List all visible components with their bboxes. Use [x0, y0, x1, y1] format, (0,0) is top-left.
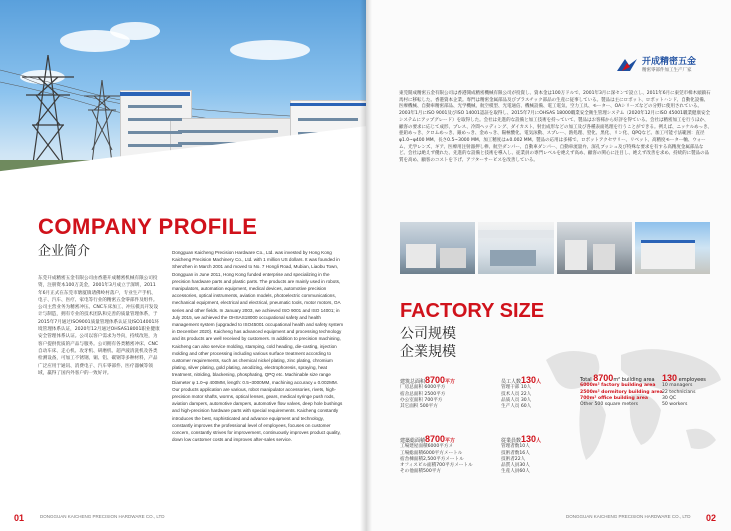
stat-building-area-cn: 建筑总面积8700平方 厂房总面积 6000平方 宿舍总面积 2500平方 办公室面积 700平方 其它面积 500平方 [400, 375, 456, 410]
english-body-text: Dongguan Kaicheng Precision Hardware Co., Ltd. was invested by Hong Kong Kaicheng Precision Machinery Co., Ltd. with 1 million US dollars. It was founded in Shenzhen in March 2001 and moved to No. 7 Hongli Road, Mubian, Liaobu Town, Dongguan in June 2011, Hong Kong funded enterprise and specializing in the precision hardware parts and plastic parts. The products are mainly used in robots, manipulators, automation equipment, medical devices, automotive precision accessories, optical instruments, aviation models, photoelectric communications, mechanical equipment, electrical and electrical, pneumatic tools, motor motors, OA series and other fields. In January 2003, we achieved ISO 9001 and ISO 14001; in July 2015, we achieved the OHSAS18000 occupational safety and health management system (upgraded to ISO45001 occupational health and safety system in December 2020). Kaicheng has advanced equipment and processing technology and its products are well received by customers. In addition to precision machining, Kaicheng can also service molding, stamping, cold heading, die-casting, injection molding and other processing including various surface treatment according to customer requirements, such as chemical nickel plating, zinc plating, chromium plating, silver plating, gold plating, anodizing, electrophoresis, spraying, heat treatment, nitriding, blackening, phosphating, QPQ etc. Machinable size range Diameter φ 1.0~φ 400MM, length: 0.5~3000MM, machining accuracy ± 0.002MM. Our products application are various, robot manipulator accessories, rivets, high-precision motor shafts, worms, optical lenses, gears, medical syringe push rods, aviation dampers, automotive dampers, automotive flow valves, deep hole bushings and high-precision hardware parts with special requirements. Kaicheng constantly introduces the best, sophisticated and advance equipment and technology, constantly improves the professional level of employees, focuses on customer concern, constantly strives for improvement, continuously improves product quality, down low customer costs and improves after-sales service. [172, 250, 344, 443]
machine-photo [557, 222, 632, 274]
japanese-body-text: 東莞開成精密五金有限公司は香港開成精密機械有限公司が投資し、資本金は100万ドルで、2001年3月に深センで設立し、2011年6月に東莞市樟木頭鎮石馬村に移転した。香港資本企業。専門は精密金属部品及びプラスチック部品の生産に従事している。製品は主にロボット、ロボットハンド、自動化設備、医療機械、自動車精密部品、光学機械、航空模型、光電通信、機械設備、電工電気、空力工具、モーター、OAシリーズなどの分野に使用されている。2003年1月にISO 9001及びISO 14001認証を取得し、2015年7月にOHSAS 18000職業安全衛生管理システム（2020年12月にISO 45001職業健康安全システムにアップグレード）を取得した。会社は先進的な設備と加工技術を持っていて、製品はお客様から好評を得ている。会社は精密加工を行うほか、顧客の要求に応じて成形、プレス、冷間ヘッディング、ダイカスト、射出成形などの加工及び各種表面処理を行うことができる。例えば、ニッケルめっき、亜鉛めっき、クロムめっき、銀めっき、金めっき、陽極酸化、電気泳動、スプレー、熱処理、窒化、黒化、リン化、QPQなど。加工可能寸法範囲：直径φ1.0~φ400 MM、長さ0.5~3000 MM、加工精度は±0.002 MM。製品の応用は多様で、ロボットアクセサリー、リベット、高精度モーター軸、ウォーム、光学レンズ、ギア、医療用注射器押し棒、航空ダンパー、自動車ダンパー、自動車流量弁、深孔ブッシュ及び特殊な要求を有する高精度金属部品など。会社は絶えず優れた、先進的な設備と技術を導入し、従業員の専門レベルを絶えず高め、顧客の関心に注目し、絶えず改善を求め、持続的に製品の品質を高め、顧客のコストを下げ、アフターサービスを改善している。 [399, 91, 712, 164]
office-photo [478, 222, 553, 274]
stat-building-area-en: Total 8700m² building area 6000m² factory building area 2500m² dormitory building area 700m² office building area Other 500 square meters [580, 373, 663, 408]
spine-shadow [360, 0, 372, 531]
right-page [366, 0, 731, 531]
company-profile-heading: COMPANY PROFILE [38, 214, 258, 239]
factory-size-subheading-cn: 公司规模 [400, 326, 456, 342]
stat-employees-en: 130 employees 10 managers 22 technicians 30 QC 50 workers [662, 373, 706, 408]
building-photo [635, 222, 710, 274]
page-number-left: 01 [14, 513, 25, 523]
company-logo [616, 57, 696, 73]
stat-building-area-jp: 建築総面積8700平方 工場建屋面積6000平方メ 工場総面積6000平方メートル 宿舎棟面積2,500平方メートル オフィスビル面積700平方メートル その他面積500平方 [400, 434, 473, 475]
footer-left: DONGGUAN KAICHENG PRECISION HARDWARE CO., LTD [40, 514, 165, 519]
factory-size-heading: FACTORY SIZE [400, 300, 545, 322]
factory-photo-strip [400, 222, 710, 274]
workshop-photo [400, 222, 475, 274]
logo-mark-icon [616, 57, 638, 73]
stat-employees-cn: 员工人数130人 管理干部 10人 技术人员 22人 品质人员 30人 生产人员 60人 [501, 375, 542, 410]
factory-photo [0, 0, 366, 205]
company-profile-subheading: 企业简介 [38, 244, 91, 259]
footer-right: DONGGUAN KAICHENG PRECISION HARDWARE CO., LTD [566, 514, 691, 519]
chinese-body-text: 东莞开成精密五金有限公司由香港开成精密机械有限公司投资，注册资本100万美金，2001年3月成立于深圳，2011年6月正式在东莞市塘厦镇诸佛岭村落户，专业生产手机、电子、汽车、医疗、家电等行业的精密五金零部件及组件。公司主营业务为精密冲压、CNC车床加工、冲压模具开发设计与制造，拥有专业的技术团队和完善的质量管理体系，于2015年7月通过ISO9001质量管理体系认证及ISO14001环境管理体系认证，2020年12月通过OHSAS18001职业健康安全管理体系认证。公司以客户需求为导向，持续改进，为客户提供优质的产品与服务。公司拥有各类精密冲床、CNC自动车床、走心机、攻牙机、研磨机、超声波清洗机及各类检测设备，可加工不锈钢、铜、铝、碳钢等多种材料，产品广泛应用于通讯、消费电子、汽车零部件、医疗器械等领域，赢得了国内外客户的一致好评。 [38, 276, 160, 376]
factory-size-subheading-jp: 企業規模 [400, 344, 456, 360]
stat-employees-jp: 従業員数130人 管理者数10人 技術者数16人 技術者22人 品質人員30人 生産人員60人 [501, 434, 542, 475]
page-number-right: 02 [706, 513, 717, 523]
logo-tagline: 精密零部件加工生产厂家 [642, 68, 692, 73]
logo-name: 开成精密五金 [642, 57, 697, 67]
